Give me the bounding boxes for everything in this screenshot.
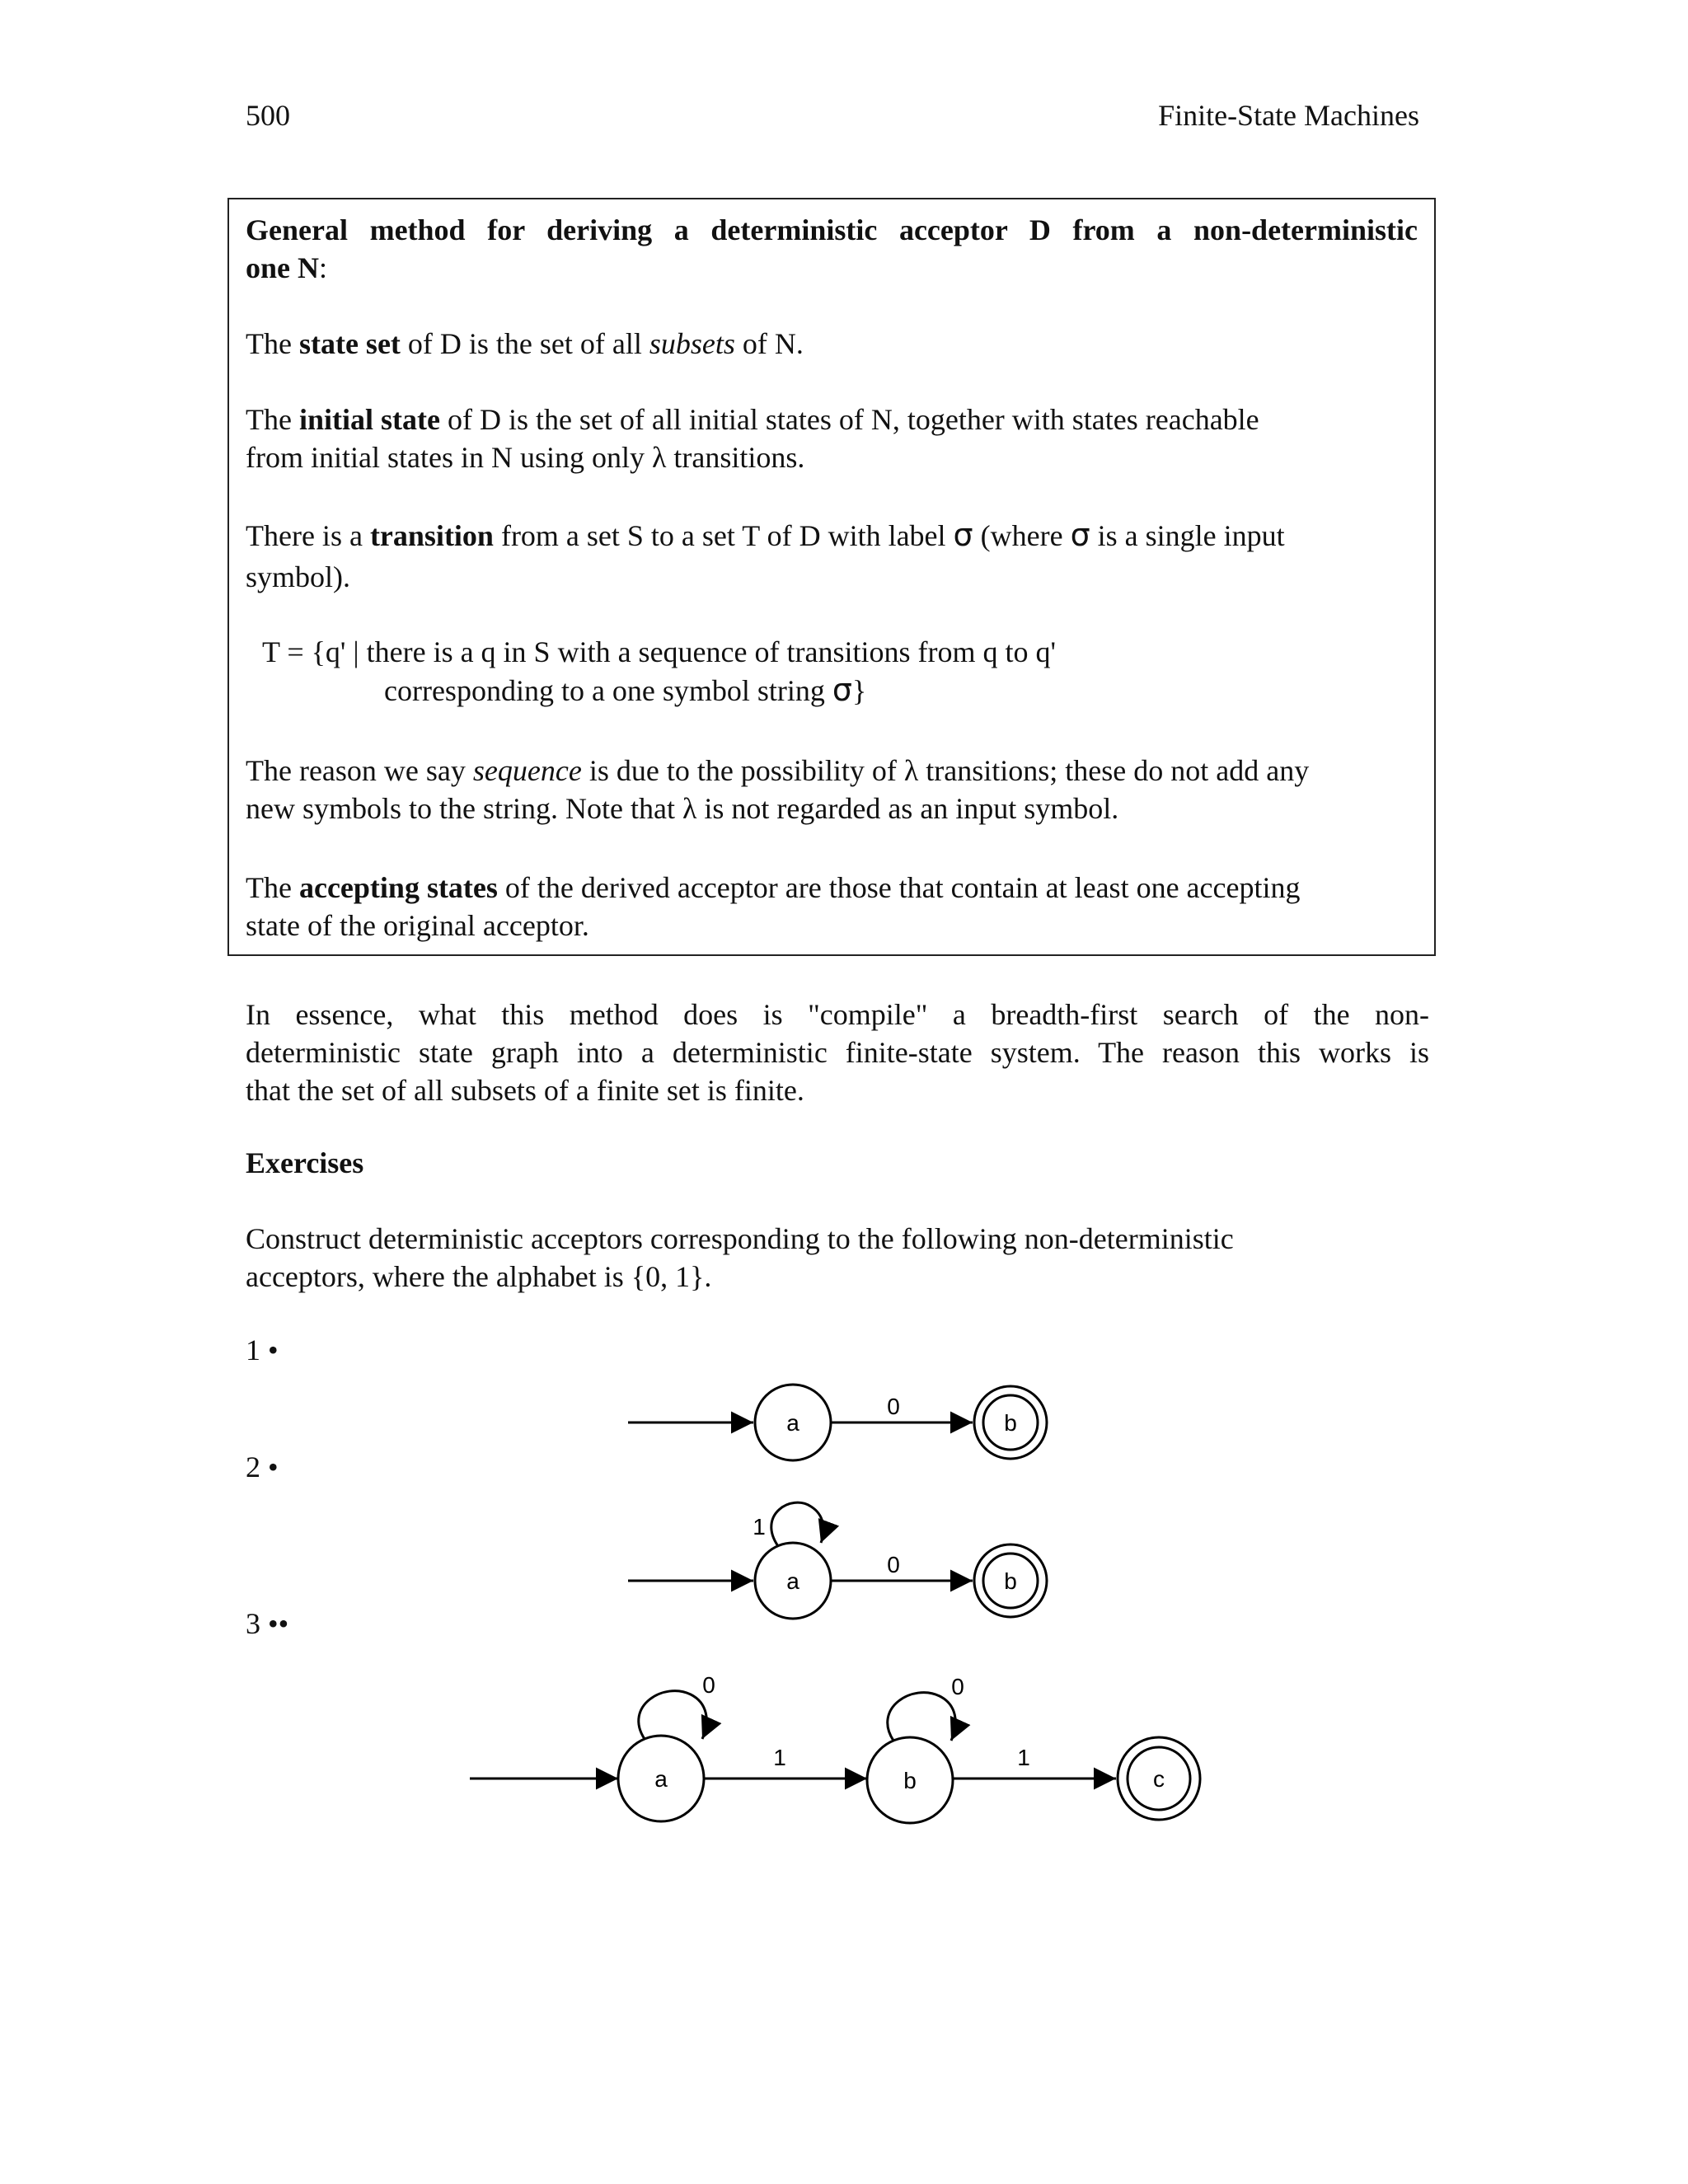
running-head: Finite-State Machines [1158,99,1419,132]
initial-state-paragraph: The initial state of D is the set of all initial states of N, together with states reachable from initial states in N using only λ transitions. [246,403,1259,474]
exercise-2-diagram [628,1502,1047,1619]
sigma-symbol: σ [1070,517,1090,553]
sigma-symbol: σ [832,672,853,708]
state-set-paragraph: The state set of D is the set of all subsets of N. [246,327,804,360]
state-label-a: a [786,1568,799,1594]
self-loop-b [888,1693,956,1741]
state-label-b: b [1004,1410,1017,1436]
page-number: 500 [246,99,290,132]
transition-paragraph: There is a transition from a set S to a set T of D with label σ (where σ is a single input symbol). [246,517,1285,593]
state-label-a: a [786,1410,799,1436]
exercise-2-label: 2 • [246,1451,279,1483]
method-title-line1: General method for deriving a deterministic acceptor D from a non-deterministic [246,213,1418,246]
sigma-symbol: σ [953,517,973,553]
transition-label: 0 [887,1394,900,1419]
exercises-intro: Construct deterministic acceptors corresponding to the following non-deterministic acceptors, where the alphabet is {0, 1}. [246,1222,1234,1293]
method-title-line2: one N: [246,251,328,284]
state-label-b: b [903,1768,917,1793]
state-label-b: b [1004,1568,1017,1594]
state-label-c: c [1153,1766,1165,1792]
transition-label: 0 [702,1672,715,1698]
self-loop-a [771,1502,823,1546]
exercise-1-diagram [628,1385,1047,1460]
transition-label: 1 [753,1514,766,1540]
exercise-3-diagram [470,1672,1200,1823]
exercise-1-label: 1 • [246,1333,279,1366]
transition-label: 0 [951,1674,964,1699]
state-label-a: a [654,1766,668,1792]
exercises-heading: Exercises [246,1146,364,1179]
transition-label: 1 [773,1745,786,1770]
formula: T = {q' | there is a q in S with a sequence of transitions from q to q' corresponding to a one symbol string σ} [262,635,1056,708]
essence-paragraph: In essence, what this method does is "compile" a breadth-first search of the non- deterministic state graph into a deterministic finite-state system. The reason this works is that the set of all subsets of a finite set is finite. [246,998,1429,1107]
accepting-paragraph: The accepting states of the derived acceptor are those that contain at least one accepting state of the original acceptor. [246,871,1301,942]
transition-label: 1 [1017,1745,1030,1770]
transition-label: 0 [887,1552,900,1577]
reason-paragraph: The reason we say sequence is due to the possibility of λ transitions; these do not add any new symbols to the string. Note that λ is not regarded as an input symbol. [246,754,1310,825]
self-loop-a [639,1691,707,1739]
exercise-3-label: 3 •• [246,1607,289,1640]
